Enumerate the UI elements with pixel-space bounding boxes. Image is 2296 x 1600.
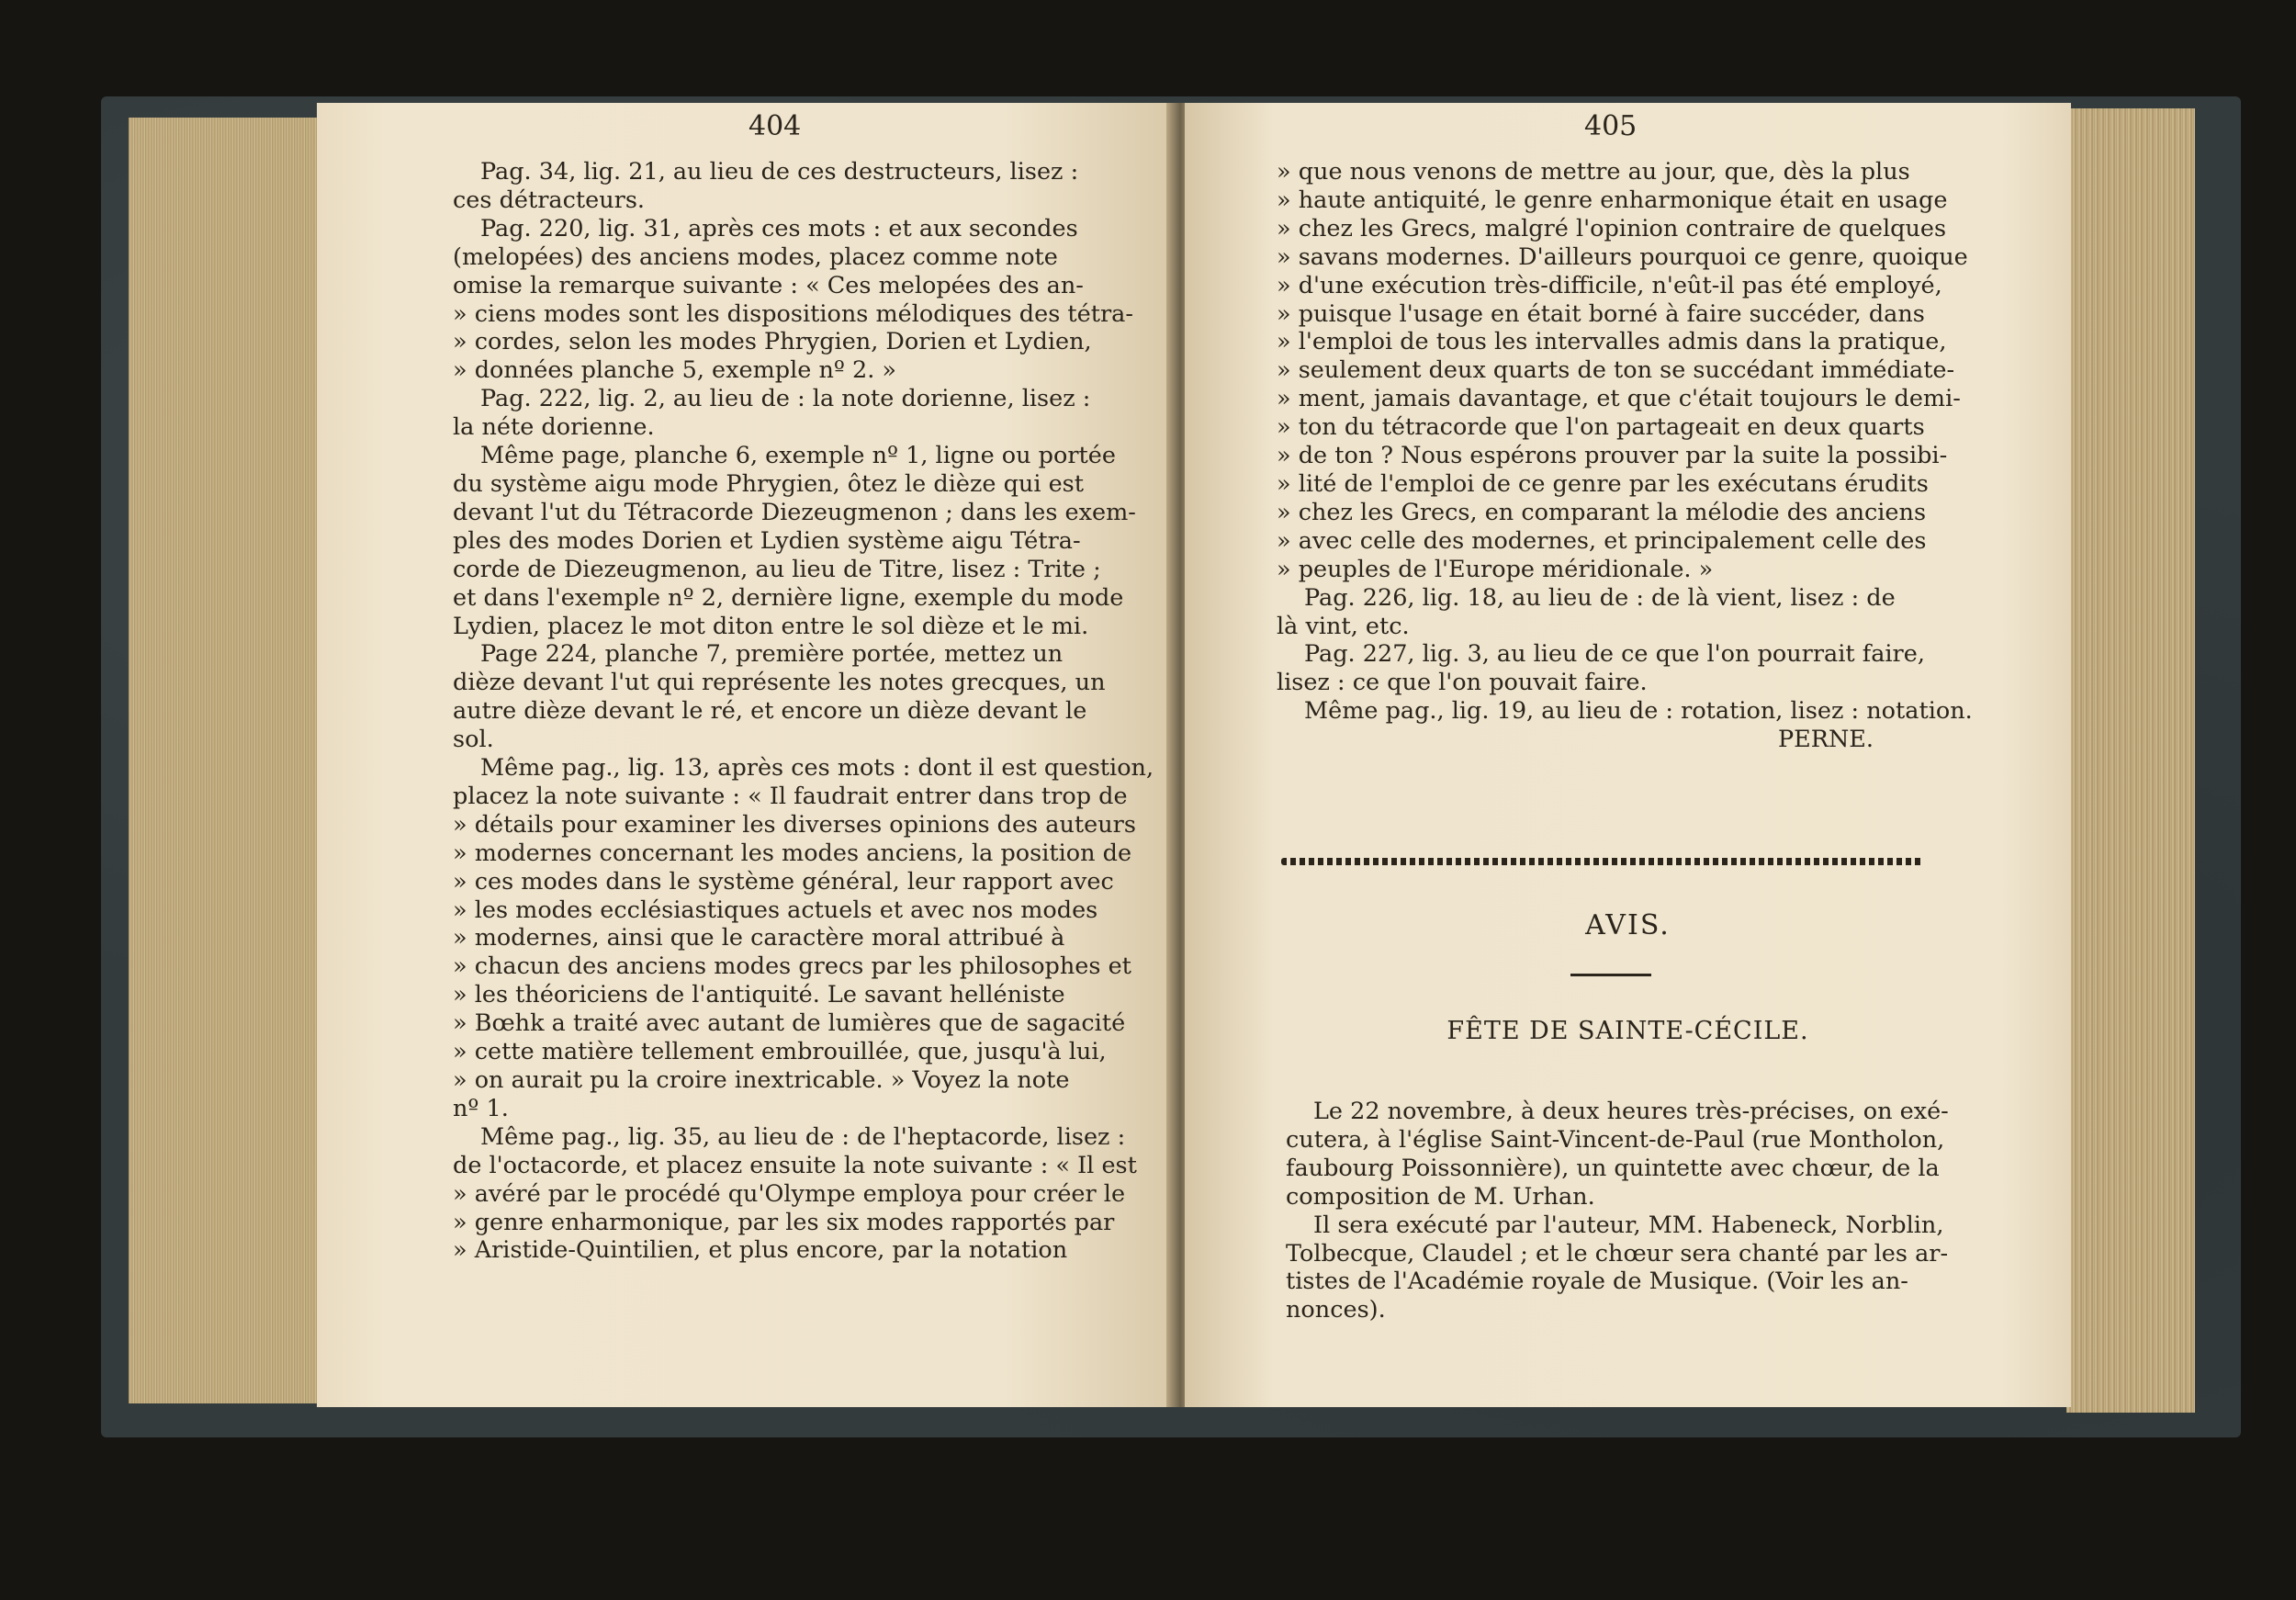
right-page: [1185, 103, 2071, 1407]
text-line: ples des modes Dorien et Lydien système aigu Tétra-: [453, 526, 1081, 555]
short-rule: [1570, 974, 1651, 976]
text-line: » données planche 5, exemple nº 2. »: [453, 356, 897, 385]
text-line: » avéré par le procédé qu'Olympe employa pour créer le: [453, 1179, 1126, 1208]
text-line: Même pag., lig. 19, au lieu de : rotation, lisez : notation.: [1304, 697, 1973, 726]
page-edges-left: [129, 118, 321, 1403]
page-number-left: 404: [748, 110, 802, 142]
text-line: » genre enharmonique, par les six modes rapportés par: [453, 1208, 1115, 1236]
text-line: » de ton ? Nous espérons prouver par la suite la possibi-: [1277, 442, 1948, 470]
right-page-text: [1277, 158, 1973, 754]
text-line: Il sera exécuté par l'auteur, MM. Habeneck, Norblin,: [1313, 1211, 1944, 1239]
text-line: Pag. 220, lig. 31, après ces mots : et aux secondes: [480, 214, 1078, 242]
text-line: » chez les Grecs, en comparant la mélodie des anciens: [1277, 498, 1927, 526]
text-line: ces détracteurs.: [453, 186, 646, 214]
text-line: » ces modes dans le système général, leur rapport avec: [453, 867, 1114, 896]
text-line: Tolbecque, Claudel ; et le chœur sera chanté par les ar-: [1286, 1239, 1949, 1268]
text-line: dièze devant l'ut qui représente les notes grecques, un: [453, 669, 1106, 697]
text-line: nº 1.: [453, 1094, 509, 1122]
text-line: Pag. 222, lig. 2, au lieu de : la note dorienne, lisez :: [480, 385, 1091, 413]
text-line: la néte dorienne.: [453, 413, 655, 442]
page-number-right: 405: [1584, 110, 1638, 142]
text-line: » savans modernes. D'ailleurs pourquoi ce genre, quoique: [1277, 242, 1968, 271]
text-line: du système aigu mode Phrygien, ôtez le dièze qui est: [453, 469, 1085, 498]
text-line: » ment, jamais davantage, et que c'était toujours le demi-: [1277, 385, 1961, 413]
text-line: faubourg Poissonnière), un quintette avec chœur, de la: [1286, 1154, 1940, 1182]
text-line: Pag. 227, lig. 3, au lieu de ce que l'on pourrait faire,: [1304, 640, 1925, 669]
text-line: tistes de l'Académie royale de Musique. (Voir les an-: [1286, 1268, 1908, 1296]
text-line: » modernes, ainsi que le caractère moral attribué à: [453, 924, 1065, 952]
text-line: » détails pour examiner les diverses opinions des auteurs: [453, 810, 1136, 839]
text-line: » puisque l'usage en était borné à faire succéder, dans: [1277, 299, 1925, 328]
text-line: » chacun des anciens modes grecs par les philosophes et: [453, 952, 1131, 981]
page-edges-right: [2066, 108, 2195, 1413]
section-divider: [1281, 858, 1924, 865]
text-line: Le 22 novembre, à deux heures très-précises, on exé-: [1313, 1098, 1949, 1125]
text-line: corde de Diezeugmenon, au lieu de Titre, lisez : Trite ;: [453, 555, 1101, 583]
text-line: nonces).: [1286, 1296, 1386, 1324]
text-line: Même pag., lig. 13, après ces mots : dont il est question,: [480, 754, 1154, 783]
text-line: là vint, etc.: [1277, 612, 1410, 640]
text-line: cutera, à l'église Saint-Vincent-de-Paul (rue Montholon,: [1286, 1125, 1945, 1154]
text-line: composition de M. Urhan.: [1286, 1182, 1595, 1211]
left-page-text: [453, 158, 1154, 1265]
text-line: de l'octacorde, et placez ensuite la note suivante : « Il est: [453, 1151, 1137, 1179]
avis-text: [1286, 1098, 1949, 1324]
text-line: sol.: [453, 726, 494, 754]
text-line: Pag. 34, lig. 21, au lieu de ces destructeurs, lisez :: [480, 158, 1079, 186]
text-line: PERNE.: [1777, 726, 1874, 754]
text-line: » modernes concernant les modes anciens, la position de: [453, 839, 1132, 867]
text-line: » que nous venons de mettre au jour, que, dès la plus: [1277, 158, 1910, 186]
text-line: » ciens modes sont les dispositions mélodiques des tétra-: [453, 299, 1133, 328]
text-line: Lydien, placez le mot diton entre le sol dièze et le mi.: [453, 612, 1089, 640]
text-line: devant l'ut du Tétracorde Diezeugmenon ; dans les exem-: [453, 498, 1136, 526]
text-line: placez la note suivante : « Il faudrait entrer dans trop de: [453, 782, 1128, 810]
text-line: » cette matière tellement embrouillée, que, jusqu'à lui,: [453, 1038, 1107, 1066]
text-line: autre dièze devant le ré, et encore un dièze devant le: [453, 697, 1087, 726]
text-line: et dans l'exemple nº 2, dernière ligne, exemple du mode: [453, 583, 1124, 612]
text-line: (melopées) des anciens modes, placez comme note: [453, 242, 1058, 271]
fete-heading: FÊTE DE SAINTE-CÉCILE.: [1446, 1017, 1809, 1045]
text-line: » Aristide-Quintilien, et plus encore, par la notation: [453, 1236, 1068, 1265]
text-line: » cordes, selon les modes Phrygien, Dorien et Lydien,: [453, 328, 1092, 356]
text-line: Pag. 226, lig. 18, au lieu de : de là vient, lisez : de: [1304, 583, 1896, 612]
text-line: » les théoriciens de l'antiquité. Le savant helléniste: [453, 981, 1065, 1009]
text-line: Même pag., lig. 35, au lieu de : de l'heptacorde, lisez :: [480, 1122, 1126, 1151]
text-line: » on aurait pu la croire inextricable. » Voyez la note: [453, 1066, 1070, 1094]
text-line: » haute antiquité, le genre enharmonique était en usage: [1277, 186, 1948, 214]
text-line: » chez les Grecs, malgré l'opinion contraire de quelques: [1277, 214, 1947, 242]
text-line: » lité de l'emploi de ce genre par les exécutans érudits: [1277, 469, 1929, 498]
text-line: Même page, planche 6, exemple nº 1, ligne ou portée: [480, 442, 1116, 470]
text-line: » peuples de l'Europe méridionale. »: [1277, 555, 1714, 583]
text-line: » seulement deux quarts de ton se succédant immédiate-: [1277, 356, 1955, 385]
text-line: » l'emploi de tous les intervalles admis dans la pratique,: [1277, 328, 1947, 356]
text-line: » Bœhk a traité avec autant de lumières que de sagacité: [453, 1009, 1126, 1038]
text-line: lisez : ce que l'on pouvait faire.: [1277, 669, 1648, 697]
text-line: » avec celle des modernes, et principalement celle des: [1277, 526, 1927, 555]
text-line: omise la remarque suivante : « Ces melopées des an-: [453, 271, 1084, 299]
avis-heading: AVIS.: [1585, 909, 1671, 941]
text-line: Page 224, planche 7, première portée, mettez un: [480, 640, 1064, 669]
text-line: » ton du tétracorde que l'on partageait en deux quarts: [1277, 413, 1925, 442]
text-line: » les modes ecclésiastiques actuels et avec nos modes: [453, 896, 1098, 924]
left-page: [317, 103, 1176, 1407]
text-line: » d'une exécution très-difficile, n'eût-il pas été employé,: [1277, 271, 1942, 299]
